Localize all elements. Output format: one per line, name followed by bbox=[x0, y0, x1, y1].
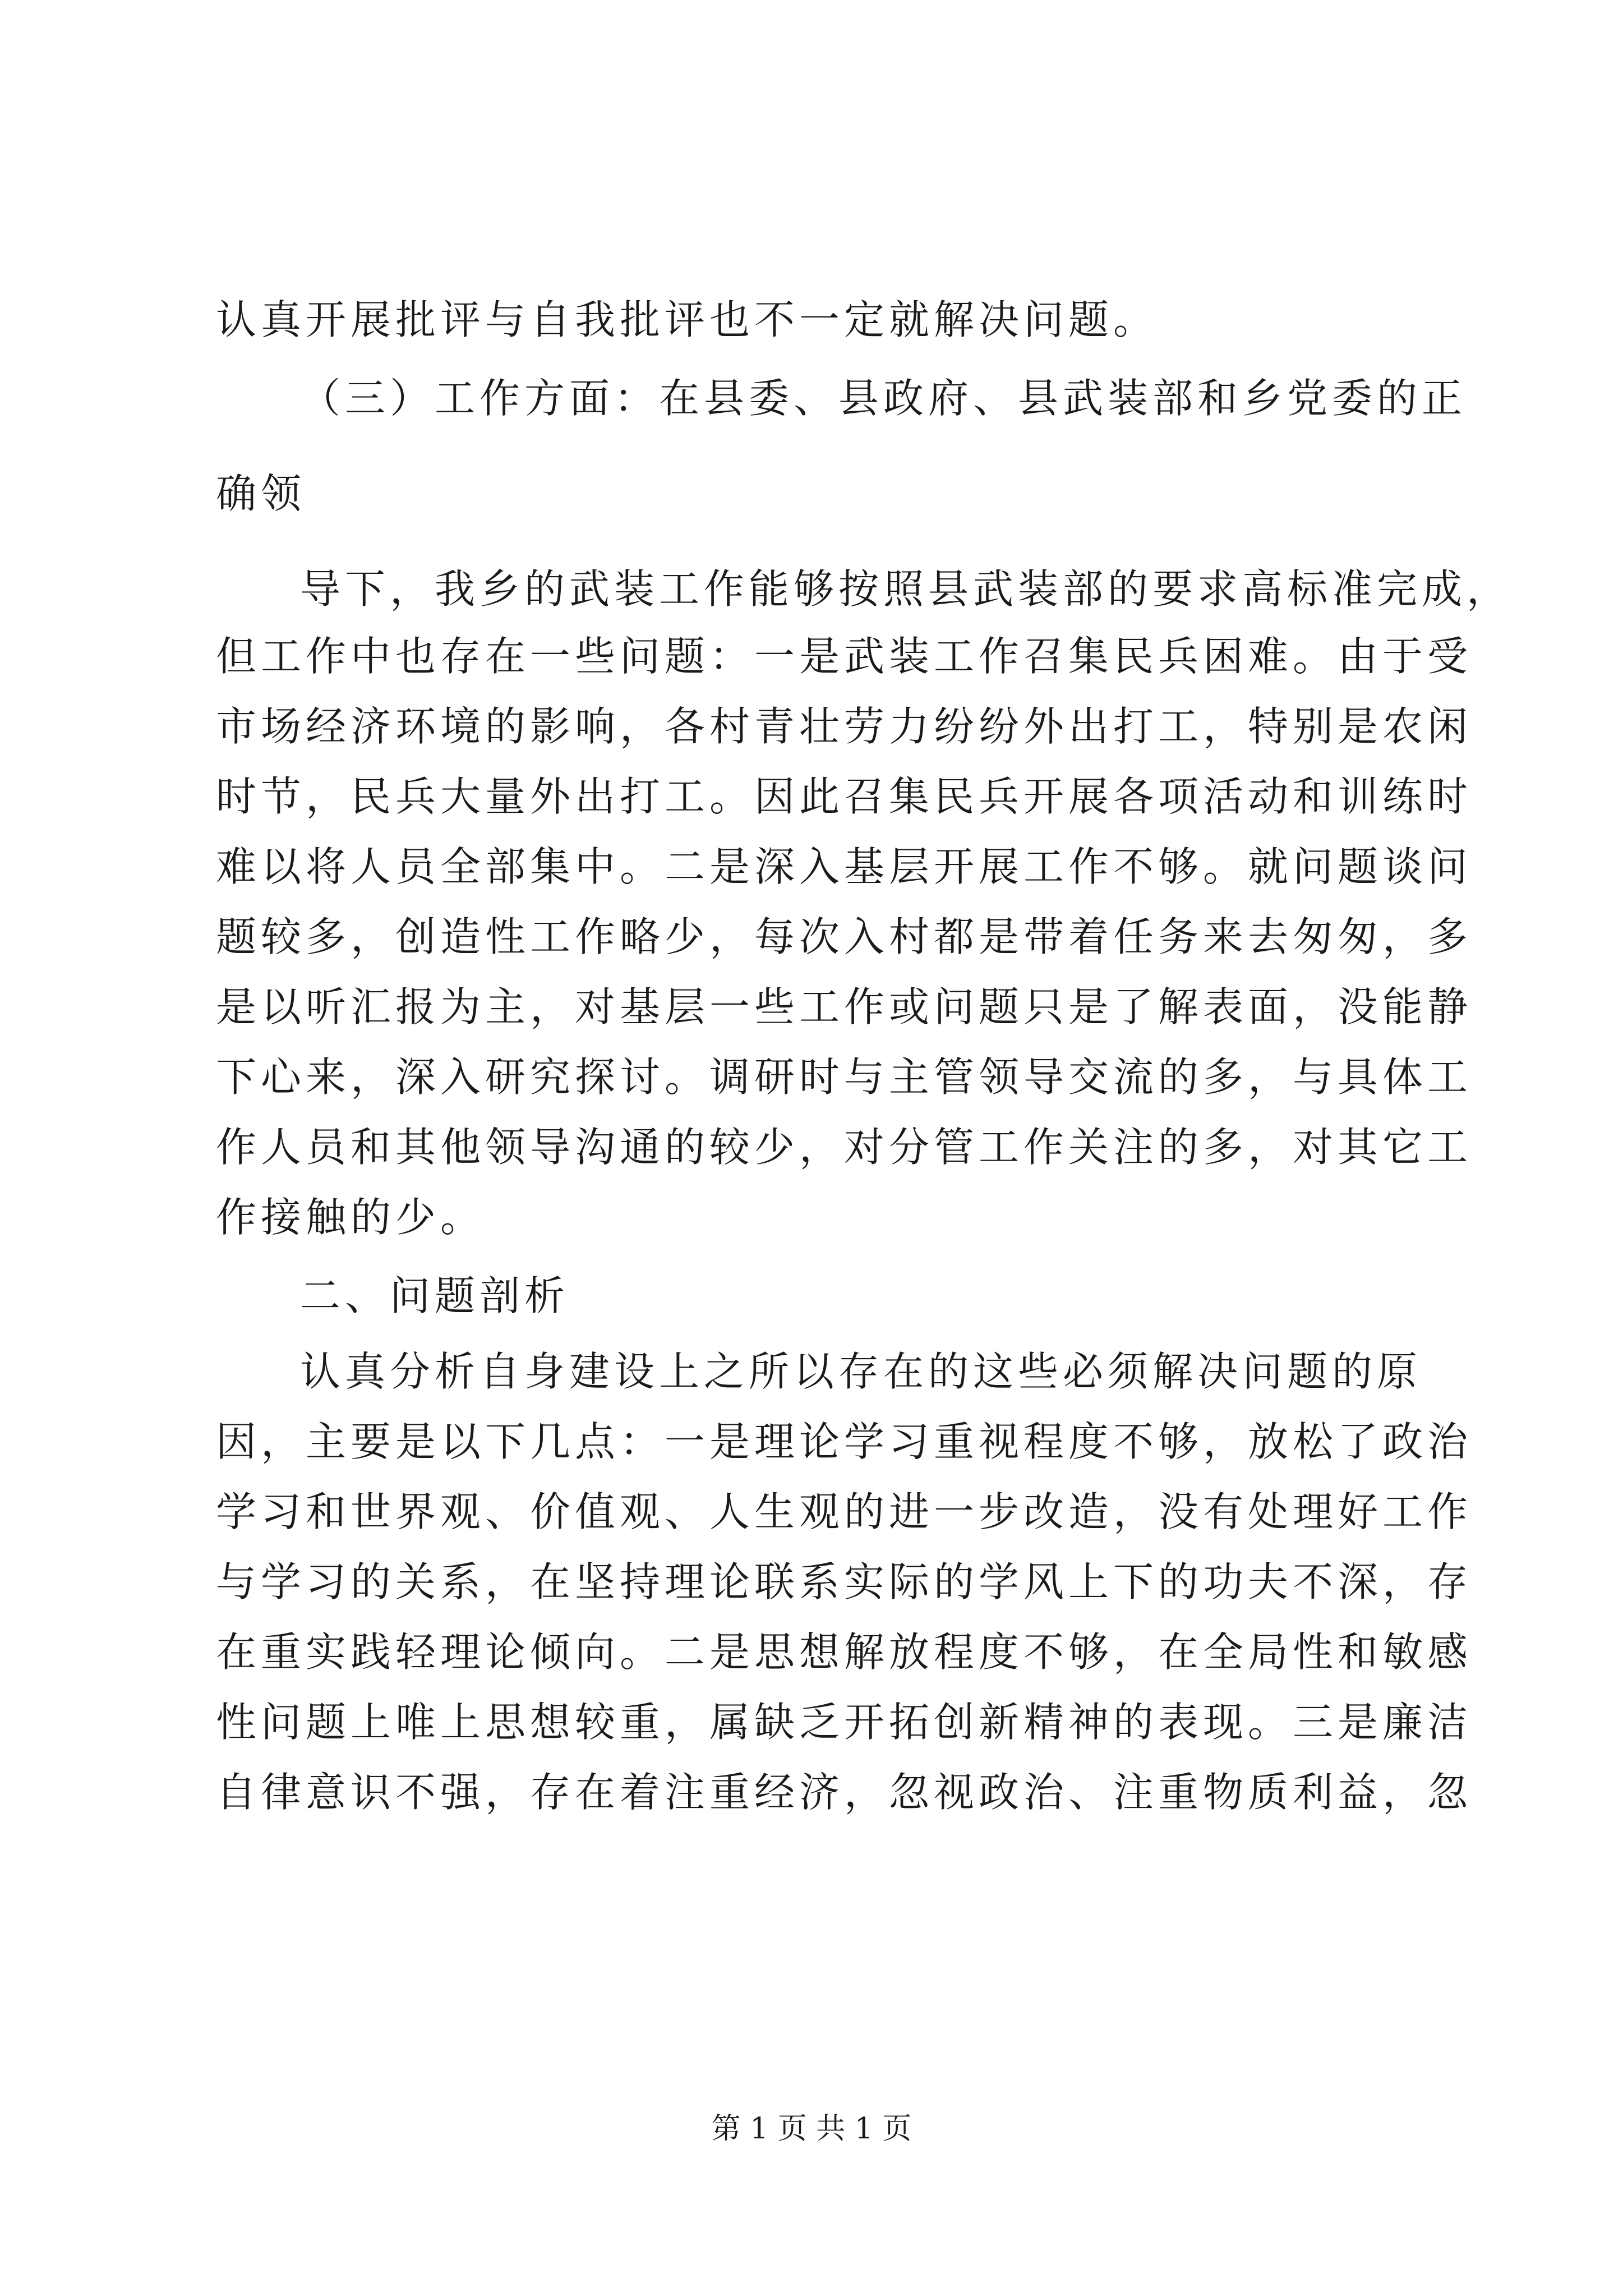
section-heading-work: （三）工作方面：在县委、县政府、县武装部和乡党委的正 bbox=[300, 375, 1467, 422]
body-line: 学习和世界观、价值观、人生观的进一步改造，没有处理好工作 bbox=[216, 1488, 1473, 1535]
page-footer: 第 1 页 共 1 页 bbox=[711, 2112, 912, 2146]
body-line: 与学习的关系，在坚持理论联系实际的学风上下的功夫不深，存 bbox=[216, 1558, 1473, 1605]
body-line: 难以将人员全部集中。二是深入基层开展工作不够。就问题谈问 bbox=[216, 843, 1473, 890]
body-line: 是以听汇报为主，对基层一些工作或问题只是了解表面，没能静 bbox=[216, 983, 1473, 1030]
body-line: 认真分析自身建设上之所以存在的这些必须解决问题的原 bbox=[300, 1348, 1422, 1395]
body-line: 确领 bbox=[216, 470, 306, 517]
body-line: 性问题上唯上思想较重，属缺乏开拓创新精神的表现。三是廉洁 bbox=[216, 1699, 1473, 1746]
body-line: 在重实践轻理论倾向。二是思想解放程度不够，在全局性和敏感 bbox=[216, 1628, 1473, 1676]
body-line: 市场经济环境的影响，各村青壮劳力纷纷外出打工，特别是农闲 bbox=[216, 703, 1473, 750]
body-line: 时节，民兵大量外出打工。因此召集民兵开展各项活动和训练时 bbox=[216, 773, 1473, 820]
body-line: 题较多，创造性工作略少，每次入村都是带着任务来去匆匆，多 bbox=[216, 913, 1473, 960]
body-line: 因，主要是以下几点：一是理论学习重视程度不够，放松了政治 bbox=[216, 1418, 1473, 1465]
body-line: 下心来，深入研究探讨。调研时与主管领导交流的多，与具体工 bbox=[216, 1053, 1473, 1101]
body-line: 导下，我乡的武装工作能够按照县武装部的要求高标准完成， bbox=[300, 565, 1512, 613]
body-line: 认真开展批评与自我批评也不一定就解决问题。 bbox=[216, 296, 1159, 343]
body-line: 但工作中也存在一些问题：一是武装工作召集民兵困难。由于受 bbox=[216, 633, 1473, 680]
section-heading-analysis: 二、问题剖析 bbox=[300, 1272, 570, 1319]
body-line: 自律意识不强，存在着注重经济，忽视政治、注重物质利益，忽 bbox=[216, 1769, 1473, 1816]
body-line: 作接触的少。 bbox=[216, 1194, 486, 1241]
body-line: 作人员和其他领导沟通的较少，对分管工作关注的多，对其它工 bbox=[216, 1124, 1473, 1171]
